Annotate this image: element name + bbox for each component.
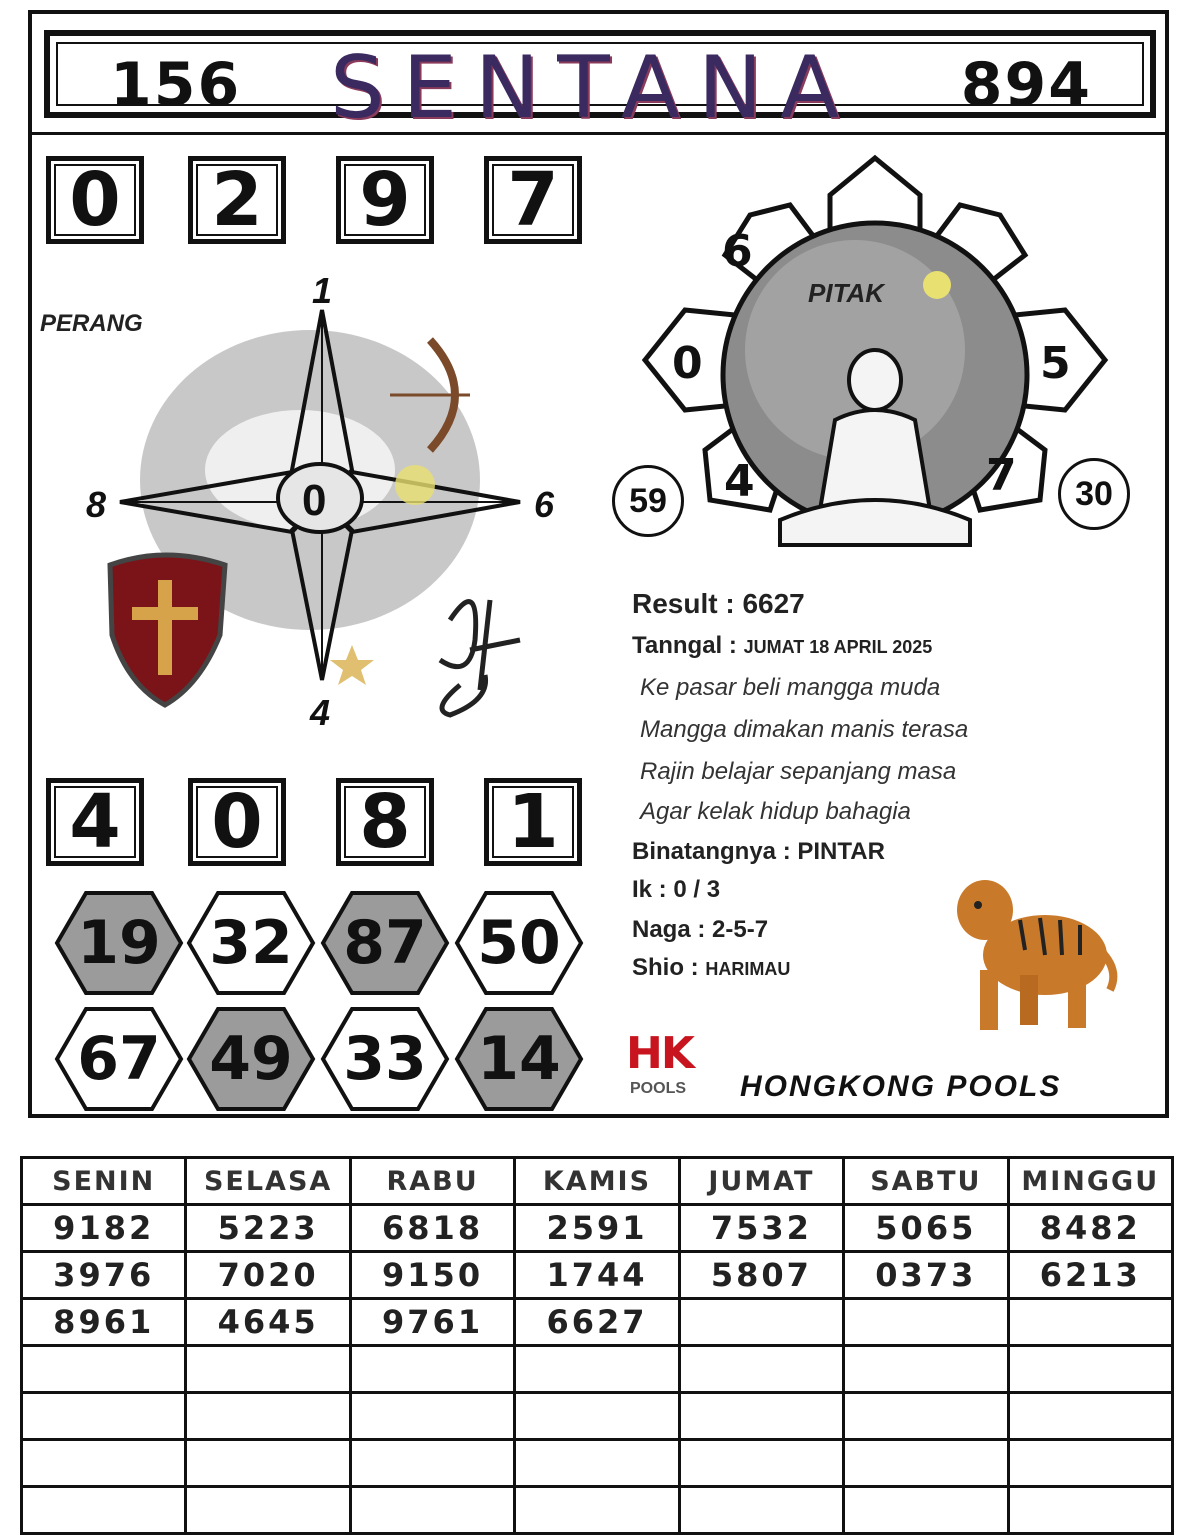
table-cell	[1008, 1487, 1172, 1534]
perang-label: PERANG	[40, 310, 143, 337]
table-cell	[844, 1440, 1008, 1487]
table-cell	[186, 1487, 350, 1534]
sun-icon	[395, 465, 435, 505]
day-header: SABTU	[844, 1158, 1008, 1205]
hexagon-number: 87	[343, 908, 427, 978]
number-hexagon	[320, 1006, 450, 1112]
shield-icon	[100, 545, 235, 710]
bottom-digit-box: 0	[188, 778, 286, 866]
table-cell	[679, 1393, 843, 1440]
day-header: RABU	[350, 1158, 514, 1205]
table-cell	[679, 1346, 843, 1393]
hexagon-number: 33	[343, 1024, 427, 1094]
poem-line: Ke pasar beli mangga muda	[640, 674, 941, 701]
number-hexagon	[54, 890, 184, 996]
table-row	[22, 1205, 1173, 1252]
number-hexagon	[454, 1006, 584, 1112]
hexagon-number: 67	[77, 1024, 161, 1094]
table-cell: 8961	[22, 1299, 186, 1346]
table-cell	[22, 1487, 186, 1534]
table-cell: 6818	[350, 1205, 514, 1252]
table-cell: 3976	[22, 1252, 186, 1299]
table-cell: 4645	[186, 1299, 350, 1346]
table-cell	[22, 1346, 186, 1393]
star-icon	[330, 645, 374, 685]
table-row	[22, 1487, 1173, 1534]
circle-number-right: 30	[1058, 458, 1130, 530]
header-title: SENTANA	[330, 38, 858, 138]
signature-scribble	[420, 580, 550, 720]
lotus-petal-bottom-right: 7	[986, 450, 1017, 501]
lotus-petal-left: 0	[672, 338, 703, 389]
poem-line: Mangga dimakan manis terasa	[640, 716, 969, 743]
table-cell	[1008, 1393, 1172, 1440]
ik-text: Ik : 0 / 3	[632, 876, 721, 903]
hexagon-number: 49	[209, 1024, 293, 1094]
table-cell	[844, 1346, 1008, 1393]
table-cell: 2591	[515, 1205, 679, 1252]
results-table	[20, 1156, 1174, 1535]
hexagon-number: 19	[77, 908, 161, 978]
day-header: SELASA	[186, 1158, 350, 1205]
table-cell	[350, 1440, 514, 1487]
table-cell: 9150	[350, 1252, 514, 1299]
table-cell	[1008, 1346, 1172, 1393]
header-divider	[28, 132, 1169, 135]
bottom-digit-box: 1	[484, 778, 582, 866]
table-row	[22, 1252, 1173, 1299]
hk-pools-logo-sub: POOLS	[630, 1080, 687, 1097]
table-cell: 9761	[350, 1299, 514, 1346]
tiger-icon	[950, 860, 1120, 1040]
hexagon-number: 32	[209, 908, 293, 978]
table-cell	[186, 1440, 350, 1487]
table-cell	[350, 1487, 514, 1534]
shio-label: Shio :	[632, 954, 699, 981]
table-row	[22, 1299, 1173, 1346]
table-cell: 6213	[1008, 1252, 1172, 1299]
table-cell	[350, 1346, 514, 1393]
naga-text: Naga : 2-5-7	[632, 916, 769, 943]
tanggal-row	[632, 632, 932, 660]
day-header: SENIN	[22, 1158, 186, 1205]
table-cell: 5223	[186, 1205, 350, 1252]
table-cell	[186, 1346, 350, 1393]
table-row	[22, 1393, 1173, 1440]
table-cell	[515, 1346, 679, 1393]
header-right-number: 894	[960, 50, 1092, 120]
lotus-petal	[830, 158, 920, 230]
number-hexagon	[320, 890, 450, 996]
table-cell: 9182	[22, 1205, 186, 1252]
bottom-digit-box: 8	[336, 778, 434, 866]
number-hexagon	[454, 890, 584, 996]
table-cell	[515, 1393, 679, 1440]
table-cell	[515, 1440, 679, 1487]
result-text: Result : 6627	[632, 588, 805, 619]
table-row	[22, 1346, 1173, 1393]
compass-bottom: 4	[310, 692, 331, 733]
table-cell	[350, 1393, 514, 1440]
compass-left: 8	[86, 484, 107, 525]
lotus-petal-right: 5	[1040, 338, 1071, 389]
poem-line: Rajin belajar sepanjang masa	[640, 758, 957, 785]
compass-right: 6	[534, 484, 555, 525]
number-hexagon	[186, 1006, 316, 1112]
day-header: KAMIS	[515, 1158, 679, 1205]
table-cell: 8482	[1008, 1205, 1172, 1252]
top-digit-box: 0	[46, 156, 144, 244]
lotus-petal-top-left: 6	[722, 226, 753, 277]
header-banner	[44, 30, 1156, 138]
top-digit-box: 9	[336, 156, 434, 244]
poem-line: Agar kelak hidup bahagia	[640, 798, 911, 825]
table-cell	[844, 1393, 1008, 1440]
table-cell	[1008, 1440, 1172, 1487]
table-cell	[679, 1440, 843, 1487]
table-header-row	[22, 1158, 1173, 1205]
table-cell	[844, 1487, 1008, 1534]
shio-row	[632, 954, 790, 982]
table-row	[22, 1440, 1173, 1487]
top-digit-box: 2	[188, 156, 286, 244]
table-cell: 5807	[679, 1252, 843, 1299]
day-header: JUMAT	[679, 1158, 843, 1205]
hexagon-number: 50	[477, 908, 561, 978]
table-cell: 0373	[844, 1252, 1008, 1299]
number-hexagon	[186, 890, 316, 996]
table-cell	[1008, 1299, 1172, 1346]
table-cell	[22, 1440, 186, 1487]
sun-dot-icon	[923, 271, 951, 299]
compass-center: 0	[302, 476, 327, 525]
table-cell	[186, 1393, 350, 1440]
tanggal-label: Tanngal :	[632, 632, 737, 659]
circle-number-left: 59	[612, 465, 684, 537]
table-cell	[515, 1487, 679, 1534]
hexagon-number: 14	[477, 1024, 561, 1094]
bottom-digit-box: 4	[46, 778, 144, 866]
hk-pools-logo: HK	[626, 1028, 693, 1079]
table-cell: 7532	[679, 1205, 843, 1252]
table-cell	[22, 1393, 186, 1440]
top-digit-box: 7	[484, 156, 582, 244]
table-cell: 5065	[844, 1205, 1008, 1252]
binatang-text: Binatangnya : PINTAR	[632, 838, 885, 865]
header-left-number: 156	[110, 50, 242, 120]
pitak-label: PITAK	[808, 278, 885, 308]
table-body	[22, 1205, 1173, 1534]
table-cell	[844, 1299, 1008, 1346]
hongkong-pools-text: HONGKONG POOLS	[740, 1070, 1062, 1103]
table-cell: 7020	[186, 1252, 350, 1299]
tanggal-value: JUMAT 18 APRIL 2025	[743, 637, 933, 657]
table-cell	[679, 1487, 843, 1534]
number-hexagon	[54, 1006, 184, 1112]
table-cell: 6627	[515, 1299, 679, 1346]
table-cell	[679, 1299, 843, 1346]
lotus-petal-bottom-left: 4	[724, 456, 755, 507]
compass-top: 1	[312, 270, 333, 311]
table-cell: 1744	[515, 1252, 679, 1299]
shio-value: HARIMAU	[705, 959, 791, 979]
day-header: MINGGU	[1008, 1158, 1172, 1205]
